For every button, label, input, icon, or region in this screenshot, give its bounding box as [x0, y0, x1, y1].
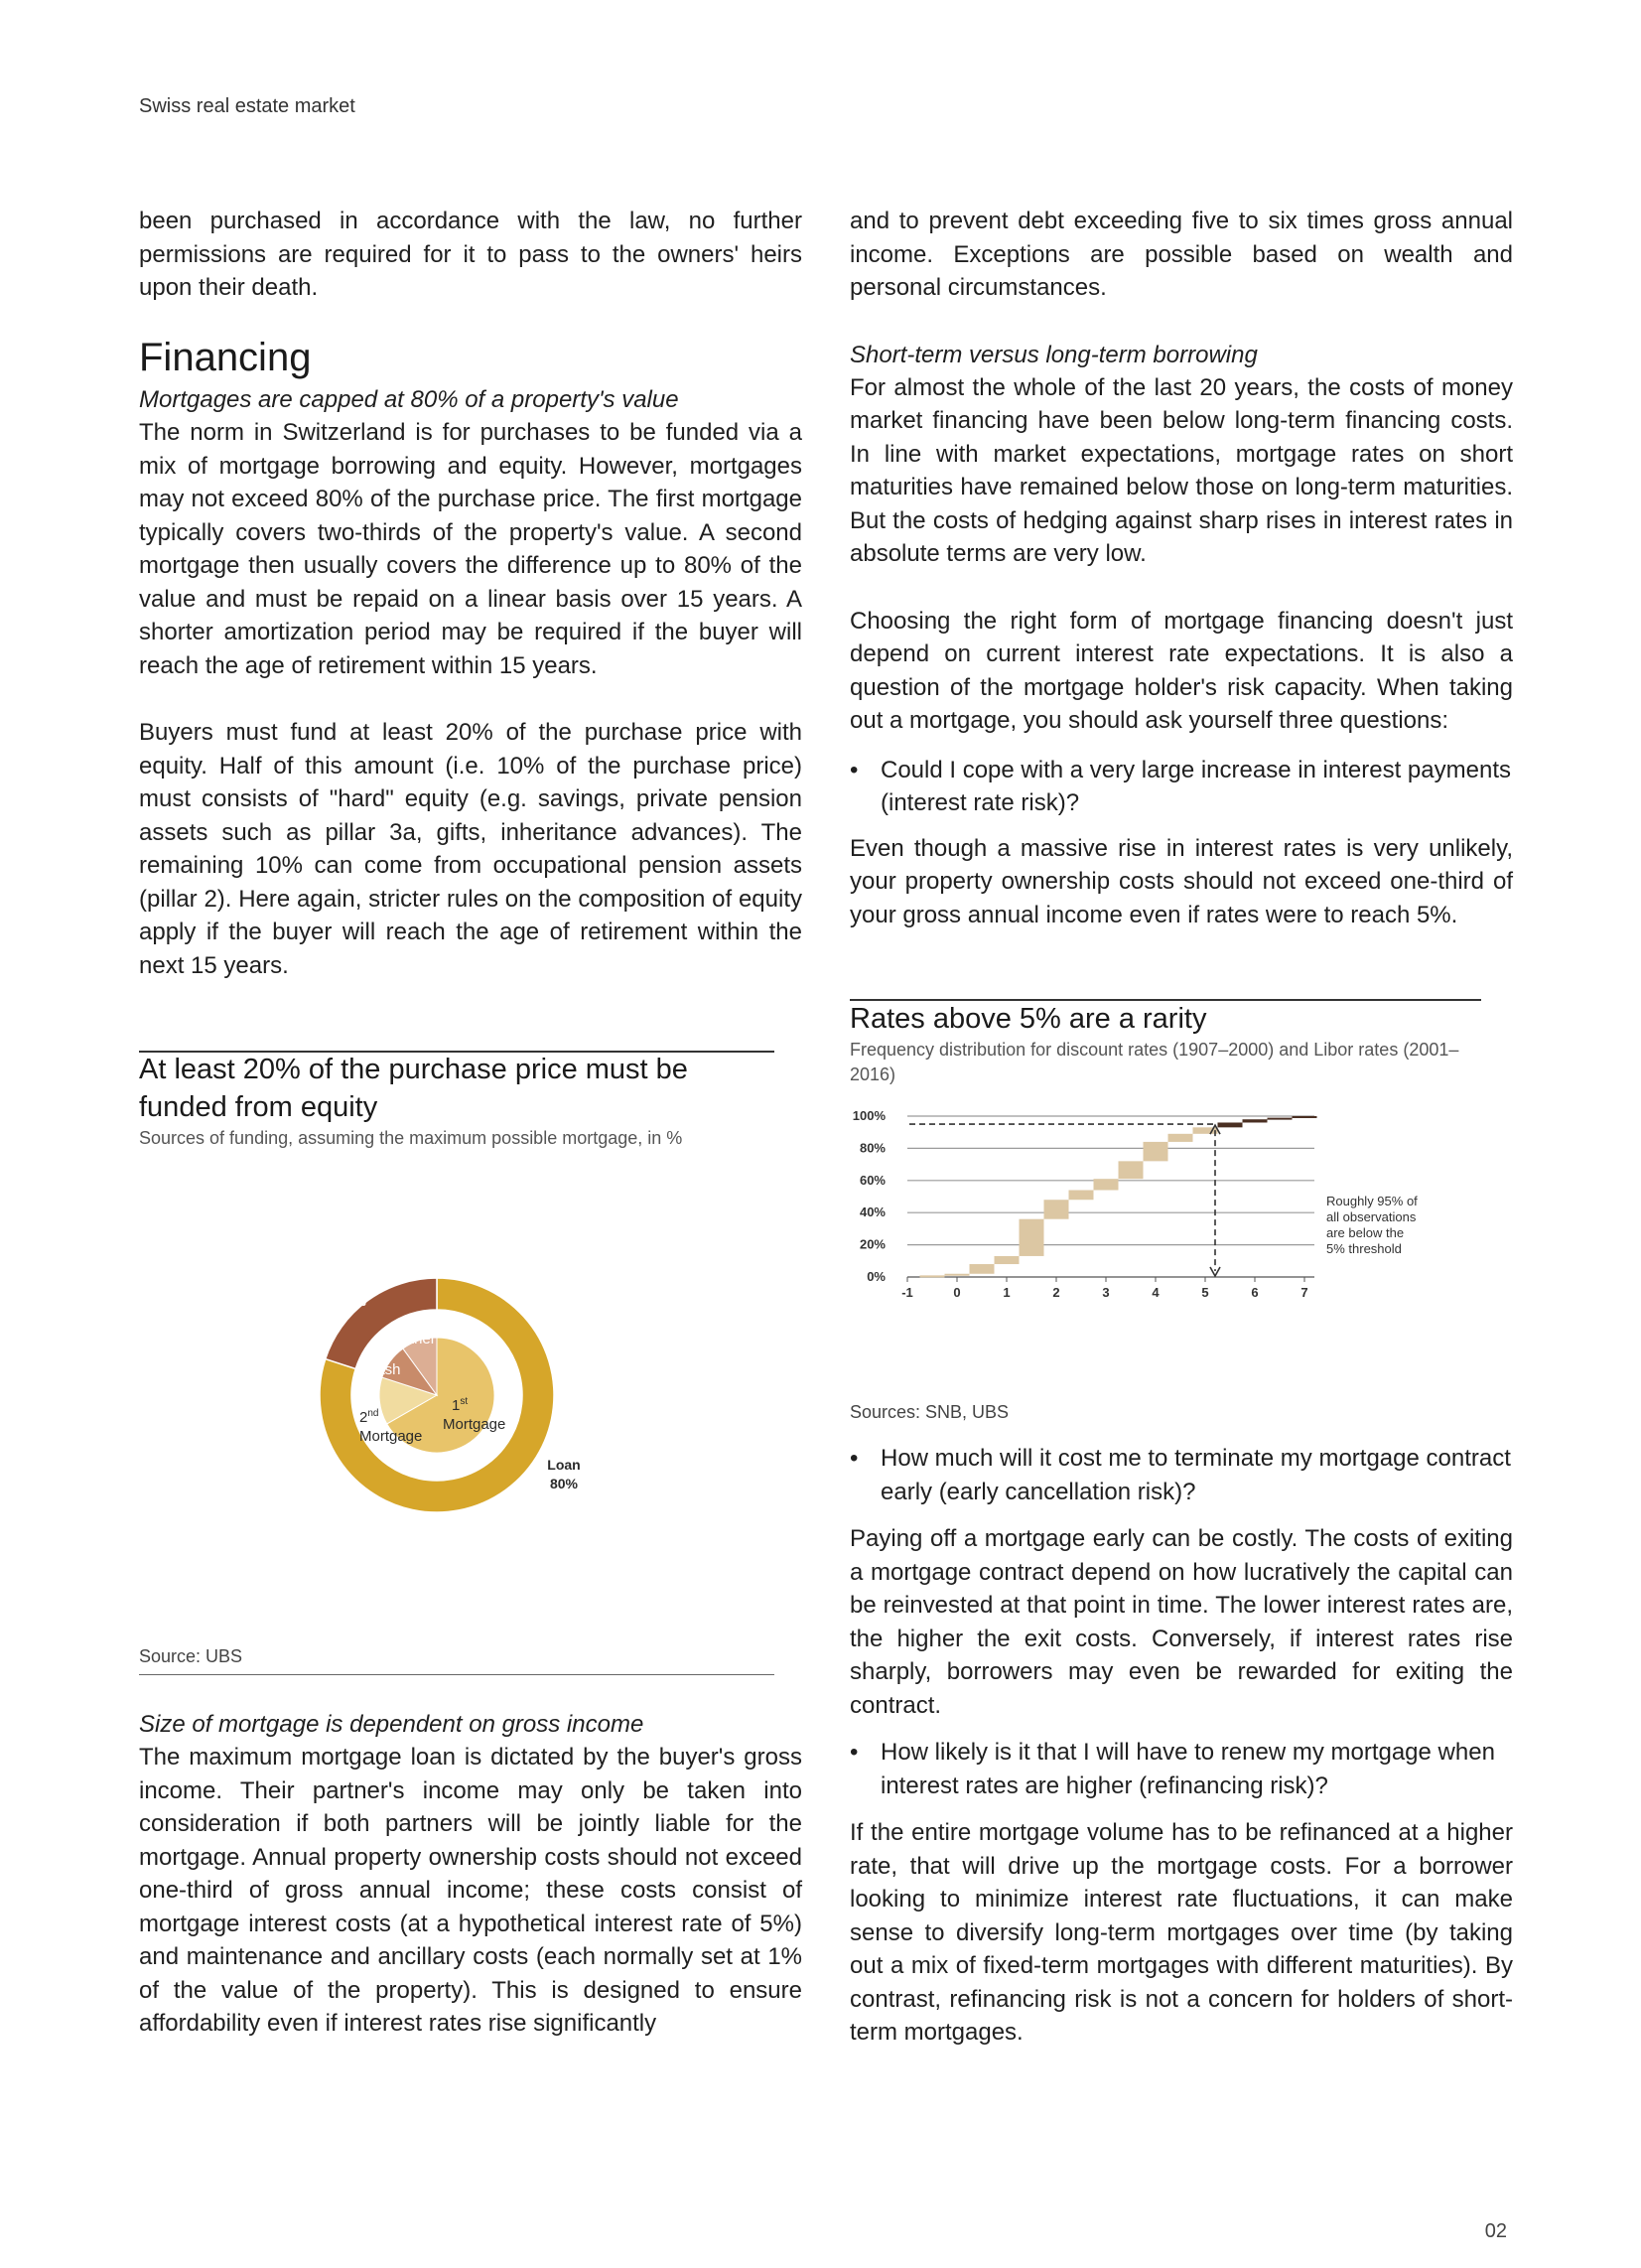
other-label: Other — [398, 1331, 436, 1347]
x-tick-label: 3 — [1102, 1285, 1110, 1300]
paragraph-refinanced: If the entire mortgage volume has to be refinanced at a higher rate, that will drive up the mortgage costs. For a borrower looking to minimize interest rate fluctuations, it can make sense to diversify long-term mortgages over time (by taking out a mix of fixed-term mortgages with different maturities). By contrast, refinancing risk is not a concern for holders of short-term mortgages. — [850, 1819, 1513, 2046]
page-number: 02 — [1484, 2220, 1507, 2242]
y-tick-label: 0% — [867, 1269, 886, 1284]
financing-section — [139, 336, 802, 982]
step-bar — [1119, 1161, 1144, 1179]
y-tick-label: 80% — [859, 1140, 886, 1156]
cash-label: Cash — [365, 1361, 401, 1378]
paragraph-norm: The norm in Switzerland is for purchases to be funded via a mix of mortgage borrowing and equity. However, mortgages may not exceed 80% of the purchase price. The first mortgage typically covers two-thirds of the property's value. A second mortgage then usually covers the difference up to 80% of the value and must be repaid on a linear basis over 15 years. A shorter amortization period may be required if the buyer will reach the age of retirement within 15 years. — [139, 419, 802, 679]
x-tick-label: 7 — [1300, 1285, 1308, 1300]
arrow-down-icon — [1210, 1267, 1220, 1276]
donut-chart — [139, 1152, 774, 1648]
paragraph-choosing: Choosing the right form of mortgage financing doesn't just depend on current interest rate expectations. It is also a question of the mortgage holder's risk capacity. When taking out a mortgage, you should ask yourself three questions: — [850, 607, 1513, 734]
step-bar — [1293, 1116, 1317, 1118]
annotation-line-3: are below the — [1326, 1225, 1405, 1240]
x-tick-label: -1 — [901, 1285, 913, 1300]
paragraph-paying-off: Paying off a mortgage early can be costly. The costs of exiting a mortgage contract depend on how lucratively the capital can be reinvested at that point in time. The lower interest rates are, the higher the exit costs. Conversely, if interest rates rise sharply, borrowers may even be rewarded for exiting the contract. — [850, 1525, 1513, 1719]
bullet-list-3 — [850, 1736, 1513, 1802]
first-mortgage-num: 1st — [452, 1396, 469, 1414]
step-bar — [1020, 1219, 1044, 1256]
equity-label: Equity — [331, 1274, 374, 1290]
intro-paragraph: been purchased in accordance with the law, no further permissions are required for it to pass to the owners' heirs upon their death. — [139, 208, 802, 301]
subheading-cap: Mortgages are capped at 80% of a property's value — [139, 386, 679, 413]
paragraph-massive-rise: Even though a massive rise in interest rates is very unlikely, your property ownership costs should not exceed one-third of your gross annual income even if rates were to reach 5%. — [850, 834, 1513, 928]
second-mortgage-word: Mortgage — [359, 1428, 423, 1445]
donut-figure-header — [139, 1051, 774, 1151]
donut-figure-title: At least 20% of the purchase price must be funded from equity — [139, 1054, 688, 1123]
y-tick-label: 40% — [859, 1205, 886, 1220]
step-bar — [1069, 1191, 1094, 1201]
step-bar — [1243, 1119, 1268, 1122]
bullet-cancellation-risk: • How much will it cost me to terminate my mortgage contract early (early cancellation risk)? — [850, 1442, 1513, 1508]
figure-bottom-rule — [139, 1674, 774, 1675]
paragraph-income: The maximum mortgage loan is dictated by the buyer's gross income. Their partner's income may only be taken into consideration if both partners will be jointly liable for the mortgage. Annual property ownership costs should not exceed one-third of gross annual income; these costs consist of mortgage interest costs (at a hypothetical interest rate of 5%) and maintenance and ancillary costs (each normally set at 1% of the value of the property). This is designed to ensure affordability even if interest rates rise significantly — [139, 1744, 802, 2037]
y-tick-label: 60% — [859, 1172, 886, 1188]
loan-percent: 80% — [549, 1476, 579, 1491]
bullet-list-2 — [850, 1442, 1513, 1508]
bullet-list-1 — [850, 754, 1513, 820]
x-tick-label: 6 — [1251, 1285, 1259, 1300]
annotation-line-1: Roughly 95% of — [1326, 1194, 1418, 1208]
subheading-income: Size of mortgage is dependent on gross income — [139, 1711, 644, 1738]
section-title: Financing — [139, 336, 312, 379]
right-bottom — [850, 1442, 1513, 2050]
rate-chart — [850, 1102, 1485, 1390]
running-head: Swiss real estate market — [139, 95, 355, 117]
x-tick-label: 4 — [1152, 1285, 1160, 1300]
donut-figure-subtitle: Sources of funding, assuming the maximum possible mortgage, in % — [139, 1128, 683, 1148]
x-tick-label: 1 — [1003, 1285, 1011, 1300]
right-top — [850, 205, 1513, 931]
second-mortgage-num: 2nd — [359, 1408, 379, 1426]
paragraph-borrowing: For almost the whole of the last 20 years, the costs of money market financing have been below long-term financing costs. In line with market expectations, mortgage rates on short maturities have remained below those on long-term maturities. But the costs of hedging against sharp rises in interest rates in absolute terms are very low. — [850, 373, 1513, 567]
step-bar — [995, 1256, 1020, 1264]
x-tick-label: 0 — [953, 1285, 961, 1300]
rate-figure-header — [850, 1000, 1485, 1087]
annotation-line-2: all observations — [1326, 1209, 1417, 1224]
y-tick-label: 20% — [859, 1236, 886, 1252]
rate-figure-subtitle: Frequency distribution for discount rates (1907–2000) and Libor rates (2001–2016) — [850, 1040, 1459, 1084]
bullet-interest-risk: • Could I cope with a very large increase in interest payments (interest rate risk)? — [850, 754, 1513, 820]
step-bar — [920, 1275, 945, 1277]
step-bar — [1168, 1134, 1193, 1142]
rate-figure-title: Rates above 5% are a rarity — [850, 1003, 1207, 1035]
paragraph-equity: Buyers must fund at least 20% of the purchase price with equity. Half of this amount (i.e. 10% of the purchase price) must consists of "hard" equity (e.g. savings, private pension assets such as pillar 3a, gifts, inheritance advances). The remaining 10% can come from occupational pension assets (pillar 2). Here again, stricter rules on the composition of equity apply if the buyer will reach the age of retirement within the next 15 years. — [139, 719, 802, 979]
annotation-line-4: 5% threshold — [1326, 1241, 1402, 1256]
paragraph-debt: and to prevent debt exceeding five to six times gross annual income. Exceptions are possible based on wealth and personal circumstances. — [850, 208, 1513, 301]
step-bar — [1044, 1200, 1069, 1218]
step-bar — [945, 1274, 970, 1276]
rate-source: Sources: SNB, UBS — [850, 1402, 1010, 1422]
x-tick-label: 5 — [1201, 1285, 1209, 1300]
step-bar — [1144, 1142, 1168, 1161]
step-bar — [1218, 1122, 1243, 1127]
x-tick-label: 2 — [1052, 1285, 1060, 1300]
step-bar — [1268, 1118, 1293, 1120]
subheading-borrowing: Short-term versus long-term borrowing — [850, 341, 1258, 368]
first-mortgage-word: Mortgage — [443, 1416, 506, 1433]
step-bar — [970, 1264, 995, 1274]
income-section — [139, 1708, 802, 2041]
step-bar — [1094, 1179, 1119, 1190]
left-intro — [139, 205, 802, 305]
donut-source: Source: UBS — [139, 1646, 243, 1666]
y-tick-label: 100% — [852, 1108, 886, 1123]
equity-percent: 20% — [338, 1293, 367, 1309]
bullet-refinancing-risk: • How likely is it that I will have to renew my mortgage when interest rates are higher (refinancing risk)? — [850, 1736, 1513, 1802]
loan-label: Loan — [547, 1457, 581, 1473]
